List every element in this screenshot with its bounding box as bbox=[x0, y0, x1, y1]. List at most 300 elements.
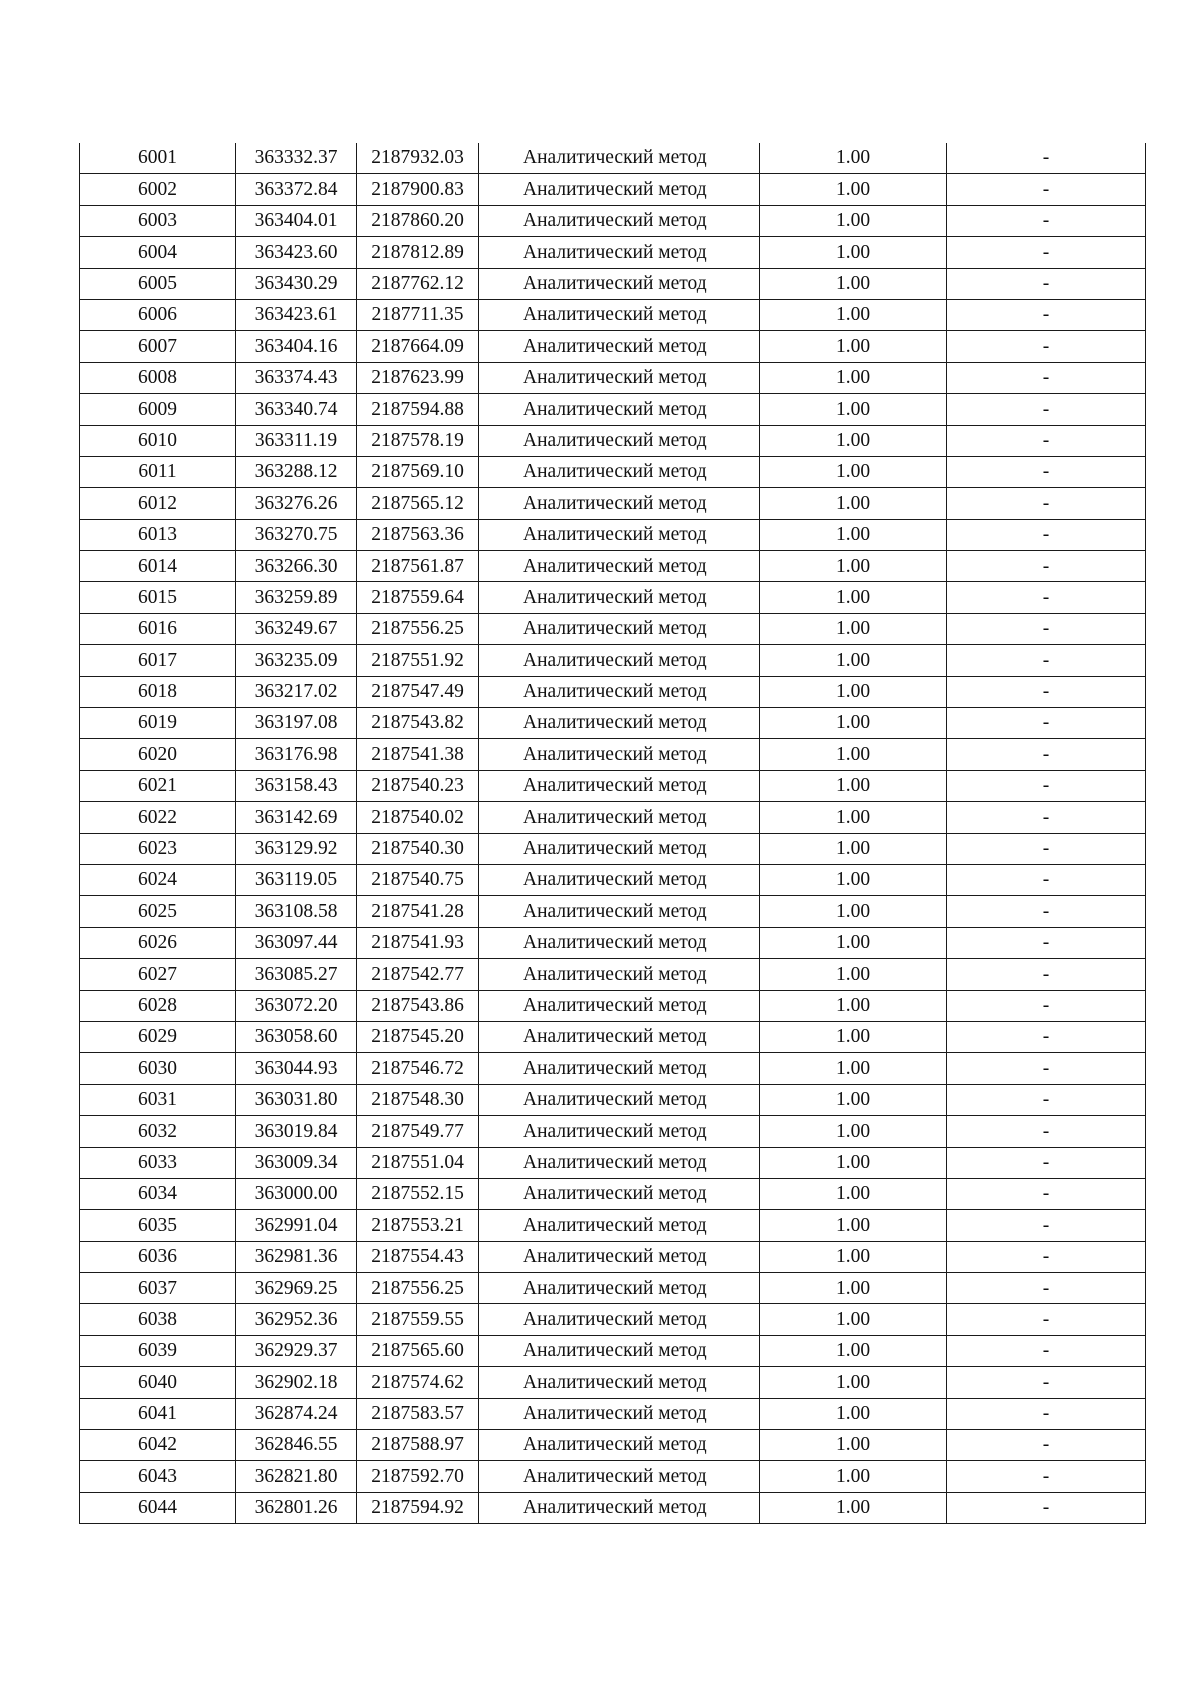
x-coordinate-cell: 363288.12 bbox=[236, 456, 357, 487]
note-cell: - bbox=[947, 1053, 1146, 1084]
y-coordinate-cell: 2187932.03 bbox=[357, 143, 479, 174]
method-cell: Аналитический метод bbox=[479, 1241, 760, 1272]
note-cell: - bbox=[947, 1178, 1146, 1209]
note-cell: - bbox=[947, 1084, 1146, 1115]
x-coordinate-cell: 363259.89 bbox=[236, 582, 357, 613]
note-cell: - bbox=[947, 1367, 1146, 1398]
accuracy-cell: 1.00 bbox=[760, 237, 947, 268]
accuracy-cell: 1.00 bbox=[760, 1178, 947, 1209]
note-cell: - bbox=[947, 613, 1146, 644]
method-cell: Аналитический метод bbox=[479, 582, 760, 613]
table-row bbox=[80, 488, 1146, 519]
accuracy-cell: 1.00 bbox=[760, 1241, 947, 1272]
x-coordinate-cell: 363119.05 bbox=[236, 864, 357, 895]
accuracy-cell: 1.00 bbox=[760, 1461, 947, 1492]
point-number-cell: 6037 bbox=[80, 1273, 236, 1304]
note-cell: - bbox=[947, 1241, 1146, 1272]
y-coordinate-cell: 2187543.82 bbox=[357, 708, 479, 739]
y-coordinate-cell: 2187592.70 bbox=[357, 1461, 479, 1492]
table-row bbox=[80, 174, 1146, 205]
method-cell: Аналитический метод bbox=[479, 833, 760, 864]
x-coordinate-cell: 362929.37 bbox=[236, 1335, 357, 1366]
x-coordinate-cell: 362981.36 bbox=[236, 1241, 357, 1272]
point-number-cell: 6039 bbox=[80, 1335, 236, 1366]
point-number-cell: 6029 bbox=[80, 1021, 236, 1052]
x-coordinate-cell: 363249.67 bbox=[236, 613, 357, 644]
y-coordinate-cell: 2187563.36 bbox=[357, 519, 479, 550]
x-coordinate-cell: 363235.09 bbox=[236, 645, 357, 676]
y-coordinate-cell: 2187812.89 bbox=[357, 237, 479, 268]
accuracy-cell: 1.00 bbox=[760, 1021, 947, 1052]
accuracy-cell: 1.00 bbox=[760, 362, 947, 393]
note-cell: - bbox=[947, 268, 1146, 299]
y-coordinate-cell: 2187545.20 bbox=[357, 1021, 479, 1052]
table-row bbox=[80, 1492, 1146, 1523]
point-number-cell: 6042 bbox=[80, 1430, 236, 1461]
table-row bbox=[80, 927, 1146, 958]
point-number-cell: 6012 bbox=[80, 488, 236, 519]
point-number-cell: 6016 bbox=[80, 613, 236, 644]
method-cell: Аналитический метод bbox=[479, 237, 760, 268]
x-coordinate-cell: 363000.00 bbox=[236, 1178, 357, 1209]
y-coordinate-cell: 2187549.77 bbox=[357, 1116, 479, 1147]
accuracy-cell: 1.00 bbox=[760, 488, 947, 519]
point-number-cell: 6041 bbox=[80, 1398, 236, 1429]
y-coordinate-cell: 2187541.28 bbox=[357, 896, 479, 927]
method-cell: Аналитический метод bbox=[479, 1398, 760, 1429]
method-cell: Аналитический метод bbox=[479, 1304, 760, 1335]
note-cell: - bbox=[947, 802, 1146, 833]
accuracy-cell: 1.00 bbox=[760, 833, 947, 864]
point-number-cell: 6008 bbox=[80, 362, 236, 393]
accuracy-cell: 1.00 bbox=[760, 676, 947, 707]
y-coordinate-cell: 2187540.75 bbox=[357, 864, 479, 895]
table-row bbox=[80, 1461, 1146, 1492]
table-row bbox=[80, 1430, 1146, 1461]
x-coordinate-cell: 363311.19 bbox=[236, 425, 357, 456]
table-row bbox=[80, 1021, 1146, 1052]
method-cell: Аналитический метод bbox=[479, 1147, 760, 1178]
method-cell: Аналитический метод bbox=[479, 896, 760, 927]
point-number-cell: 6024 bbox=[80, 864, 236, 895]
x-coordinate-cell: 363423.60 bbox=[236, 237, 357, 268]
point-number-cell: 6017 bbox=[80, 645, 236, 676]
x-coordinate-cell: 363372.84 bbox=[236, 174, 357, 205]
x-coordinate-cell: 363423.61 bbox=[236, 299, 357, 330]
accuracy-cell: 1.00 bbox=[760, 425, 947, 456]
point-number-cell: 6010 bbox=[80, 425, 236, 456]
y-coordinate-cell: 2187548.30 bbox=[357, 1084, 479, 1115]
point-number-cell: 6022 bbox=[80, 802, 236, 833]
note-cell: - bbox=[947, 676, 1146, 707]
point-number-cell: 6003 bbox=[80, 205, 236, 236]
table-row bbox=[80, 331, 1146, 362]
method-cell: Аналитический метод bbox=[479, 1210, 760, 1241]
note-cell: - bbox=[947, 645, 1146, 676]
y-coordinate-cell: 2187541.38 bbox=[357, 739, 479, 770]
note-cell: - bbox=[947, 1147, 1146, 1178]
table-row bbox=[80, 1210, 1146, 1241]
table-row bbox=[80, 990, 1146, 1021]
method-cell: Аналитический метод bbox=[479, 927, 760, 958]
y-coordinate-cell: 2187547.49 bbox=[357, 676, 479, 707]
table-row bbox=[80, 864, 1146, 895]
note-cell: - bbox=[947, 143, 1146, 174]
accuracy-cell: 1.00 bbox=[760, 551, 947, 582]
table-row bbox=[80, 362, 1146, 393]
note-cell: - bbox=[947, 1273, 1146, 1304]
y-coordinate-cell: 2187540.23 bbox=[357, 770, 479, 801]
note-cell: - bbox=[947, 394, 1146, 425]
note-cell: - bbox=[947, 1335, 1146, 1366]
table-row bbox=[80, 1398, 1146, 1429]
method-cell: Аналитический метод bbox=[479, 739, 760, 770]
point-number-cell: 6004 bbox=[80, 237, 236, 268]
table-row bbox=[80, 802, 1146, 833]
x-coordinate-cell: 363217.02 bbox=[236, 676, 357, 707]
note-cell: - bbox=[947, 708, 1146, 739]
note-cell: - bbox=[947, 864, 1146, 895]
x-coordinate-cell: 363197.08 bbox=[236, 708, 357, 739]
method-cell: Аналитический метод bbox=[479, 770, 760, 801]
method-cell: Аналитический метод bbox=[479, 143, 760, 174]
note-cell: - bbox=[947, 990, 1146, 1021]
note-cell: - bbox=[947, 1492, 1146, 1523]
y-coordinate-cell: 2187551.92 bbox=[357, 645, 479, 676]
table-row bbox=[80, 1273, 1146, 1304]
accuracy-cell: 1.00 bbox=[760, 990, 947, 1021]
y-coordinate-cell: 2187561.87 bbox=[357, 551, 479, 582]
point-number-cell: 6021 bbox=[80, 770, 236, 801]
accuracy-cell: 1.00 bbox=[760, 1273, 947, 1304]
x-coordinate-cell: 363097.44 bbox=[236, 927, 357, 958]
x-coordinate-cell: 362821.80 bbox=[236, 1461, 357, 1492]
table-row bbox=[80, 1304, 1146, 1335]
point-number-cell: 6015 bbox=[80, 582, 236, 613]
method-cell: Аналитический метод bbox=[479, 864, 760, 895]
note-cell: - bbox=[947, 551, 1146, 582]
method-cell: Аналитический метод bbox=[479, 456, 760, 487]
y-coordinate-cell: 2187546.72 bbox=[357, 1053, 479, 1084]
y-coordinate-cell: 2187540.30 bbox=[357, 833, 479, 864]
method-cell: Аналитический метод bbox=[479, 1116, 760, 1147]
point-number-cell: 6040 bbox=[80, 1367, 236, 1398]
x-coordinate-cell: 362801.26 bbox=[236, 1492, 357, 1523]
accuracy-cell: 1.00 bbox=[760, 299, 947, 330]
note-cell: - bbox=[947, 927, 1146, 958]
point-number-cell: 6033 bbox=[80, 1147, 236, 1178]
note-cell: - bbox=[947, 896, 1146, 927]
method-cell: Аналитический метод bbox=[479, 1492, 760, 1523]
point-number-cell: 6020 bbox=[80, 739, 236, 770]
accuracy-cell: 1.00 bbox=[760, 1304, 947, 1335]
note-cell: - bbox=[947, 1430, 1146, 1461]
method-cell: Аналитический метод bbox=[479, 1084, 760, 1115]
accuracy-cell: 1.00 bbox=[760, 331, 947, 362]
table-row bbox=[80, 456, 1146, 487]
y-coordinate-cell: 2187711.35 bbox=[357, 299, 479, 330]
method-cell: Аналитический метод bbox=[479, 708, 760, 739]
accuracy-cell: 1.00 bbox=[760, 613, 947, 644]
y-coordinate-cell: 2187541.93 bbox=[357, 927, 479, 958]
table-row bbox=[80, 519, 1146, 550]
accuracy-cell: 1.00 bbox=[760, 927, 947, 958]
note-cell: - bbox=[947, 456, 1146, 487]
table-row bbox=[80, 582, 1146, 613]
method-cell: Аналитический метод bbox=[479, 362, 760, 393]
accuracy-cell: 1.00 bbox=[760, 456, 947, 487]
method-cell: Аналитический метод bbox=[479, 519, 760, 550]
y-coordinate-cell: 2187543.86 bbox=[357, 990, 479, 1021]
point-number-cell: 6001 bbox=[80, 143, 236, 174]
x-coordinate-cell: 363019.84 bbox=[236, 1116, 357, 1147]
note-cell: - bbox=[947, 1461, 1146, 1492]
table-row bbox=[80, 739, 1146, 770]
accuracy-cell: 1.00 bbox=[760, 739, 947, 770]
y-coordinate-cell: 2187565.60 bbox=[357, 1335, 479, 1366]
method-cell: Аналитический метод bbox=[479, 802, 760, 833]
table-row bbox=[80, 1367, 1146, 1398]
x-coordinate-cell: 363430.29 bbox=[236, 268, 357, 299]
point-number-cell: 6038 bbox=[80, 1304, 236, 1335]
y-coordinate-cell: 2187569.10 bbox=[357, 456, 479, 487]
y-coordinate-cell: 2187559.55 bbox=[357, 1304, 479, 1335]
table-row bbox=[80, 645, 1146, 676]
table-row bbox=[80, 205, 1146, 236]
accuracy-cell: 1.00 bbox=[760, 708, 947, 739]
accuracy-cell: 1.00 bbox=[760, 582, 947, 613]
note-cell: - bbox=[947, 1210, 1146, 1241]
note-cell: - bbox=[947, 770, 1146, 801]
x-coordinate-cell: 362952.36 bbox=[236, 1304, 357, 1335]
note-cell: - bbox=[947, 959, 1146, 990]
x-coordinate-cell: 363270.75 bbox=[236, 519, 357, 550]
y-coordinate-cell: 2187900.83 bbox=[357, 174, 479, 205]
y-coordinate-cell: 2187860.20 bbox=[357, 205, 479, 236]
point-number-cell: 6026 bbox=[80, 927, 236, 958]
accuracy-cell: 1.00 bbox=[760, 770, 947, 801]
x-coordinate-cell: 363058.60 bbox=[236, 1021, 357, 1052]
table-row bbox=[80, 394, 1146, 425]
x-coordinate-cell: 363340.74 bbox=[236, 394, 357, 425]
method-cell: Аналитический метод bbox=[479, 1021, 760, 1052]
x-coordinate-cell: 363009.34 bbox=[236, 1147, 357, 1178]
note-cell: - bbox=[947, 237, 1146, 268]
point-number-cell: 6011 bbox=[80, 456, 236, 487]
accuracy-cell: 1.00 bbox=[760, 268, 947, 299]
y-coordinate-cell: 2187578.19 bbox=[357, 425, 479, 456]
point-number-cell: 6027 bbox=[80, 959, 236, 990]
point-number-cell: 6005 bbox=[80, 268, 236, 299]
method-cell: Аналитический метод bbox=[479, 488, 760, 519]
note-cell: - bbox=[947, 1116, 1146, 1147]
accuracy-cell: 1.00 bbox=[760, 143, 947, 174]
method-cell: Аналитический метод bbox=[479, 959, 760, 990]
method-cell: Аналитический метод bbox=[479, 1273, 760, 1304]
point-number-cell: 6025 bbox=[80, 896, 236, 927]
table-row bbox=[80, 299, 1146, 330]
point-number-cell: 6031 bbox=[80, 1084, 236, 1115]
note-cell: - bbox=[947, 425, 1146, 456]
point-number-cell: 6032 bbox=[80, 1116, 236, 1147]
accuracy-cell: 1.00 bbox=[760, 645, 947, 676]
y-coordinate-cell: 2187540.02 bbox=[357, 802, 479, 833]
y-coordinate-cell: 2187594.92 bbox=[357, 1492, 479, 1523]
method-cell: Аналитический метод bbox=[479, 1461, 760, 1492]
accuracy-cell: 1.00 bbox=[760, 1367, 947, 1398]
x-coordinate-cell: 362874.24 bbox=[236, 1398, 357, 1429]
accuracy-cell: 1.00 bbox=[760, 864, 947, 895]
method-cell: Аналитический метод bbox=[479, 645, 760, 676]
table-row bbox=[80, 959, 1146, 990]
y-coordinate-cell: 2187594.88 bbox=[357, 394, 479, 425]
y-coordinate-cell: 2187553.21 bbox=[357, 1210, 479, 1241]
table-row bbox=[80, 1178, 1146, 1209]
method-cell: Аналитический метод bbox=[479, 1430, 760, 1461]
y-coordinate-cell: 2187565.12 bbox=[357, 488, 479, 519]
y-coordinate-cell: 2187556.25 bbox=[357, 1273, 479, 1304]
note-cell: - bbox=[947, 582, 1146, 613]
method-cell: Аналитический метод bbox=[479, 205, 760, 236]
accuracy-cell: 1.00 bbox=[760, 205, 947, 236]
x-coordinate-cell: 363374.43 bbox=[236, 362, 357, 393]
point-number-cell: 6023 bbox=[80, 833, 236, 864]
accuracy-cell: 1.00 bbox=[760, 394, 947, 425]
note-cell: - bbox=[947, 519, 1146, 550]
table-row bbox=[80, 237, 1146, 268]
point-number-cell: 6019 bbox=[80, 708, 236, 739]
x-coordinate-cell: 363142.69 bbox=[236, 802, 357, 833]
x-coordinate-cell: 363266.30 bbox=[236, 551, 357, 582]
accuracy-cell: 1.00 bbox=[760, 1492, 947, 1523]
accuracy-cell: 1.00 bbox=[760, 1335, 947, 1366]
y-coordinate-cell: 2187551.04 bbox=[357, 1147, 479, 1178]
method-cell: Аналитический метод bbox=[479, 174, 760, 205]
x-coordinate-cell: 362902.18 bbox=[236, 1367, 357, 1398]
accuracy-cell: 1.00 bbox=[760, 802, 947, 833]
note-cell: - bbox=[947, 833, 1146, 864]
table-row bbox=[80, 1241, 1146, 1272]
note-cell: - bbox=[947, 1398, 1146, 1429]
accuracy-cell: 1.00 bbox=[760, 1053, 947, 1084]
y-coordinate-cell: 2187588.97 bbox=[357, 1430, 479, 1461]
table-row bbox=[80, 676, 1146, 707]
table-row bbox=[80, 833, 1146, 864]
note-cell: - bbox=[947, 1304, 1146, 1335]
method-cell: Аналитический метод bbox=[479, 1053, 760, 1084]
table-row bbox=[80, 770, 1146, 801]
table-row bbox=[80, 425, 1146, 456]
table-row bbox=[80, 143, 1146, 174]
accuracy-cell: 1.00 bbox=[760, 1430, 947, 1461]
y-coordinate-cell: 2187664.09 bbox=[357, 331, 479, 362]
point-number-cell: 6034 bbox=[80, 1178, 236, 1209]
x-coordinate-cell: 362846.55 bbox=[236, 1430, 357, 1461]
method-cell: Аналитический метод bbox=[479, 613, 760, 644]
point-number-cell: 6043 bbox=[80, 1461, 236, 1492]
note-cell: - bbox=[947, 331, 1146, 362]
x-coordinate-cell: 363031.80 bbox=[236, 1084, 357, 1115]
x-coordinate-cell: 363108.58 bbox=[236, 896, 357, 927]
y-coordinate-cell: 2187556.25 bbox=[357, 613, 479, 644]
point-number-cell: 6036 bbox=[80, 1241, 236, 1272]
note-cell: - bbox=[947, 1021, 1146, 1052]
point-number-cell: 6028 bbox=[80, 990, 236, 1021]
point-number-cell: 6030 bbox=[80, 1053, 236, 1084]
point-number-cell: 6009 bbox=[80, 394, 236, 425]
y-coordinate-cell: 2187552.15 bbox=[357, 1178, 479, 1209]
x-coordinate-cell: 363072.20 bbox=[236, 990, 357, 1021]
note-cell: - bbox=[947, 488, 1146, 519]
method-cell: Аналитический метод bbox=[479, 425, 760, 456]
table-row bbox=[80, 551, 1146, 582]
note-cell: - bbox=[947, 299, 1146, 330]
point-number-cell: 6018 bbox=[80, 676, 236, 707]
y-coordinate-cell: 2187583.57 bbox=[357, 1398, 479, 1429]
note-cell: - bbox=[947, 205, 1146, 236]
x-coordinate-cell: 362969.25 bbox=[236, 1273, 357, 1304]
y-coordinate-cell: 2187542.77 bbox=[357, 959, 479, 990]
y-coordinate-cell: 2187574.62 bbox=[357, 1367, 479, 1398]
x-coordinate-cell: 363332.37 bbox=[236, 143, 357, 174]
accuracy-cell: 1.00 bbox=[760, 1210, 947, 1241]
accuracy-cell: 1.00 bbox=[760, 959, 947, 990]
method-cell: Аналитический метод bbox=[479, 299, 760, 330]
accuracy-cell: 1.00 bbox=[760, 896, 947, 927]
y-coordinate-cell: 2187623.99 bbox=[357, 362, 479, 393]
accuracy-cell: 1.00 bbox=[760, 174, 947, 205]
x-coordinate-cell: 363085.27 bbox=[236, 959, 357, 990]
y-coordinate-cell: 2187559.64 bbox=[357, 582, 479, 613]
table-row bbox=[80, 1053, 1146, 1084]
method-cell: Аналитический метод bbox=[479, 1367, 760, 1398]
method-cell: Аналитический метод bbox=[479, 394, 760, 425]
point-number-cell: 6013 bbox=[80, 519, 236, 550]
x-coordinate-cell: 362991.04 bbox=[236, 1210, 357, 1241]
table-row bbox=[80, 1147, 1146, 1178]
y-coordinate-cell: 2187554.43 bbox=[357, 1241, 479, 1272]
x-coordinate-cell: 363276.26 bbox=[236, 488, 357, 519]
coordinates-table-body bbox=[80, 143, 1146, 1524]
point-number-cell: 6044 bbox=[80, 1492, 236, 1523]
note-cell: - bbox=[947, 362, 1146, 393]
x-coordinate-cell: 363404.01 bbox=[236, 205, 357, 236]
point-number-cell: 6035 bbox=[80, 1210, 236, 1241]
point-number-cell: 6006 bbox=[80, 299, 236, 330]
table-row bbox=[80, 708, 1146, 739]
x-coordinate-cell: 363158.43 bbox=[236, 770, 357, 801]
table-row bbox=[80, 613, 1146, 644]
accuracy-cell: 1.00 bbox=[760, 519, 947, 550]
method-cell: Аналитический метод bbox=[479, 551, 760, 582]
x-coordinate-cell: 363044.93 bbox=[236, 1053, 357, 1084]
table-row bbox=[80, 896, 1146, 927]
x-coordinate-cell: 363176.98 bbox=[236, 739, 357, 770]
method-cell: Аналитический метод bbox=[479, 1178, 760, 1209]
method-cell: Аналитический метод bbox=[479, 990, 760, 1021]
method-cell: Аналитический метод bbox=[479, 676, 760, 707]
accuracy-cell: 1.00 bbox=[760, 1398, 947, 1429]
y-coordinate-cell: 2187762.12 bbox=[357, 268, 479, 299]
note-cell: - bbox=[947, 739, 1146, 770]
x-coordinate-cell: 363129.92 bbox=[236, 833, 357, 864]
coordinates-table bbox=[79, 143, 1146, 1524]
point-number-cell: 6002 bbox=[80, 174, 236, 205]
point-number-cell: 6007 bbox=[80, 331, 236, 362]
point-number-cell: 6014 bbox=[80, 551, 236, 582]
table-row bbox=[80, 268, 1146, 299]
method-cell: Аналитический метод bbox=[479, 268, 760, 299]
